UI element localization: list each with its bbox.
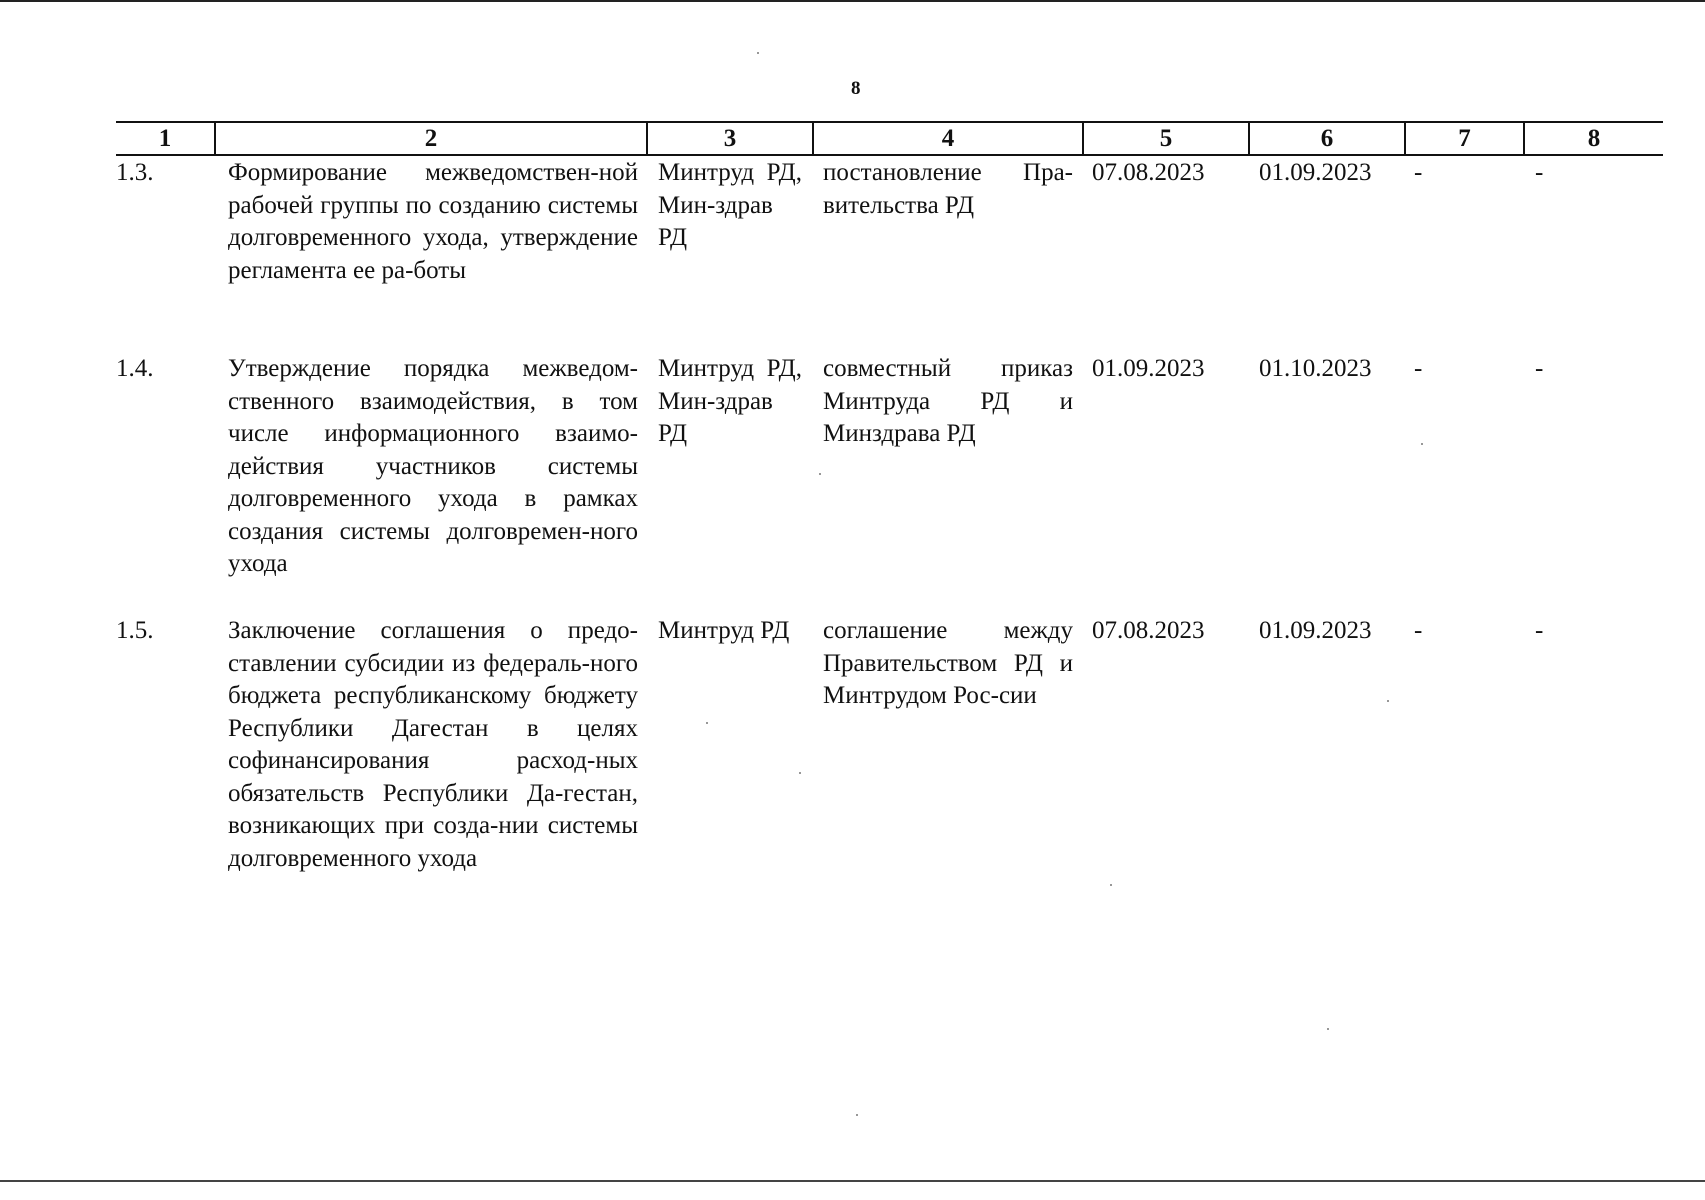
scan-speck	[1327, 1028, 1329, 1030]
row-number: 1.4.	[116, 355, 154, 382]
header-col-5: 5	[1082, 123, 1248, 154]
row-number: 1.5.	[116, 617, 154, 644]
scan-edge-bottom	[0, 1180, 1705, 1182]
row-col-8: -	[1535, 159, 1544, 186]
table-header-bottom-rule	[116, 154, 1663, 156]
row-executor: Минтруд РД	[658, 617, 790, 644]
row-executor: Минтруд РД, Мин-здрав РД	[658, 159, 802, 251]
header-col-3: 3	[646, 123, 812, 154]
row-end-date: 01.09.2023	[1259, 617, 1372, 644]
row-col-8: -	[1535, 617, 1544, 644]
row-description: Утверждение порядка межведом-ственного взаимодействия, в том числе информационного взаимо-действия участников системы долговременного ухода в рамках создания системы долговремен-ного ухода	[228, 355, 638, 577]
row-executor: Минтруд РД, Мин-здрав РД	[658, 355, 802, 447]
scan-speck	[1387, 700, 1389, 702]
row-start-date: 07.08.2023	[1092, 159, 1205, 186]
header-col-6: 6	[1248, 123, 1404, 154]
scan-speck	[1421, 443, 1423, 445]
scan-edge-top	[0, 0, 1705, 2]
row-document: соглашение между Правительством РД и Минтрудом Рос-сии	[823, 617, 1073, 709]
scan-speck	[799, 772, 801, 774]
scan-speck	[1110, 884, 1112, 886]
row-start-date: 07.08.2023	[1092, 617, 1205, 644]
scan-speck	[706, 722, 708, 724]
header-col-2: 2	[214, 123, 646, 154]
row-col-7: -	[1414, 355, 1423, 382]
row-start-date: 01.09.2023	[1092, 355, 1205, 382]
row-document: постановление Пра-вительства РД	[823, 159, 1073, 219]
row-end-date: 01.10.2023	[1259, 355, 1372, 382]
scan-speck	[757, 52, 759, 54]
row-col-7: -	[1414, 159, 1423, 186]
row-description: Формирование межведомствен-ной рабочей группы по созданию системы долговременного ухода, утверждение регламента ее ра-боты	[228, 159, 638, 284]
header-col-4: 4	[812, 123, 1082, 154]
scan-speck	[819, 473, 821, 475]
row-col-7: -	[1414, 617, 1423, 644]
page-number: 8	[851, 78, 861, 99]
row-end-date: 01.09.2023	[1259, 159, 1372, 186]
header-col-8: 8	[1523, 123, 1663, 154]
row-document: совместный приказ Минтруда РД и Минздрава РД	[823, 355, 1073, 447]
header-col-7: 7	[1404, 123, 1523, 154]
row-number: 1.3.	[116, 159, 154, 186]
header-col-1: 1	[158, 124, 172, 152]
scan-speck	[856, 1114, 858, 1116]
row-col-8: -	[1535, 355, 1544, 382]
row-description: Заключение соглашения о предо-ставлении субсидии из федераль-ного бюджета республиканскому бюджету Республики Дагестан в целях софинансирования расход-ных обязательств Республики Да-гестан, возникающих при созда-нии системы долговременного ухода	[228, 617, 638, 872]
